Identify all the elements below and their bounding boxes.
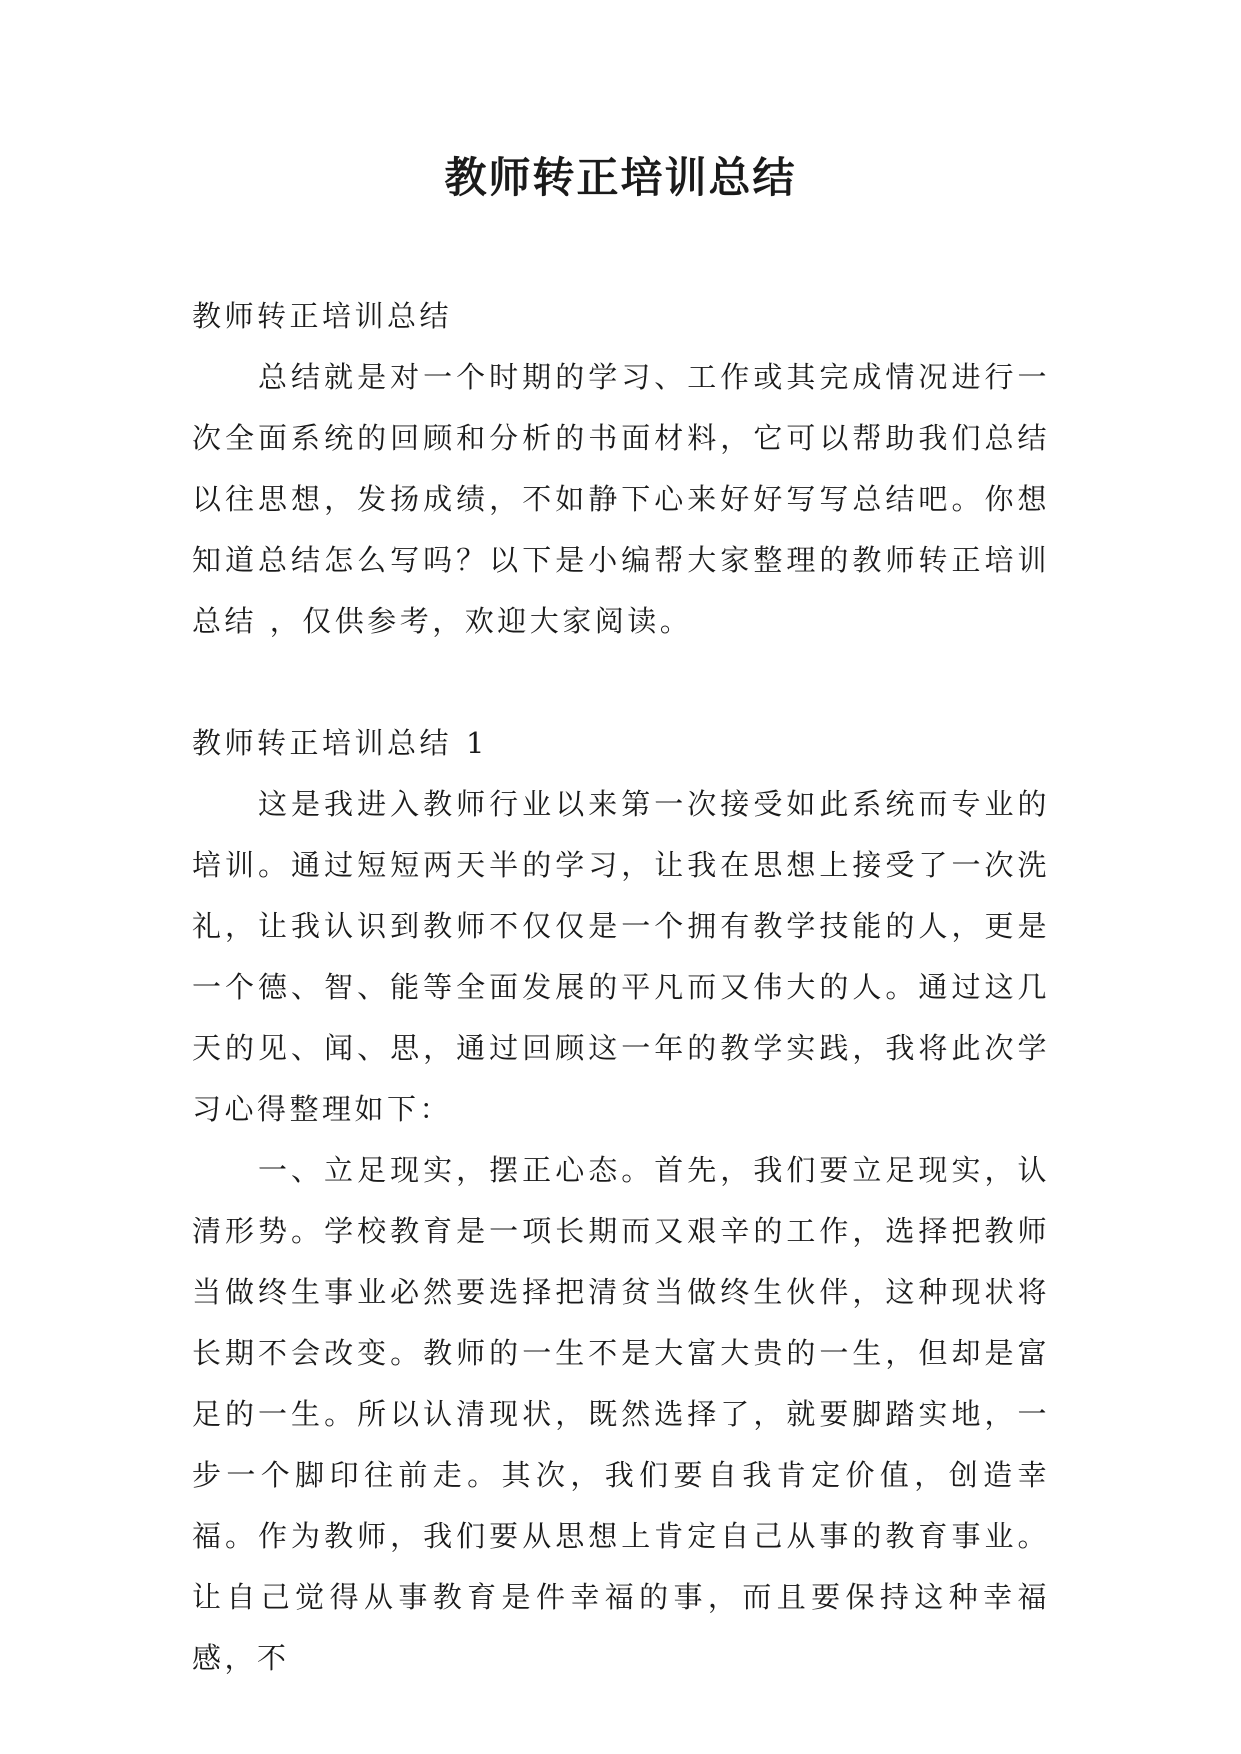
paragraph-spacer: [192, 652, 1050, 713]
document-title: 教师转正培训总结: [444, 153, 797, 202]
section-number: 1: [466, 726, 488, 760]
intro-paragraph: 总结就是对一个时期的学习、工作或其完成情况进行一次全面系统的回顾和分析的书面材料，它可以帮助我们总结以往思想，发扬成绩，不如静下心来好好写写总结吧。你想知道总结怎么写吗？以下是小编帮大家整理的教师转正培训总结 ，仅供参考，欢迎大家阅读。: [192, 360, 1050, 638]
section-paragraph-2: 一、立足现实，摆正心态。首先，我们要立足现实，认清形势。学校教育是一项长期而又艰辛的工作，选择把教师当做终生事业必然要选择把清贫当做终生伙伴，这种现状将长期不会改变。教师的一生不是大富大贵的一生，但却是富足的一生。所以认清现状，既然选择了，就要脚踏实地，一步一个脚印往前走。其次，我们要自我肯定价值，创造幸福。作为教师，我们要从思想上肯定自己从事的教育事业。让自己觉得从事教育是件幸福的事，而且要保持这种幸福感，不: [192, 1153, 1050, 1675]
section-paragraph-1: 这是我进入教师行业以来第一次接受如此系统而专业的培训。通过短短两天半的学习，让我在思想上接受了一次洗礼，让我认识到教师不仅仅是一个拥有教学技能的人，更是一个德、智、能等全面发展的平凡而又伟大的人。通过这几天的见、闻、思，通过回顾这一年的教学实践，我将此次学习心得整理如下：: [192, 787, 1050, 1126]
document-body: [192, 286, 1050, 1689]
intro-label: 教师转正培训总结: [192, 299, 453, 333]
section-label: 教师转正培训总结: [192, 726, 453, 760]
section-heading: [192, 713, 1050, 774]
